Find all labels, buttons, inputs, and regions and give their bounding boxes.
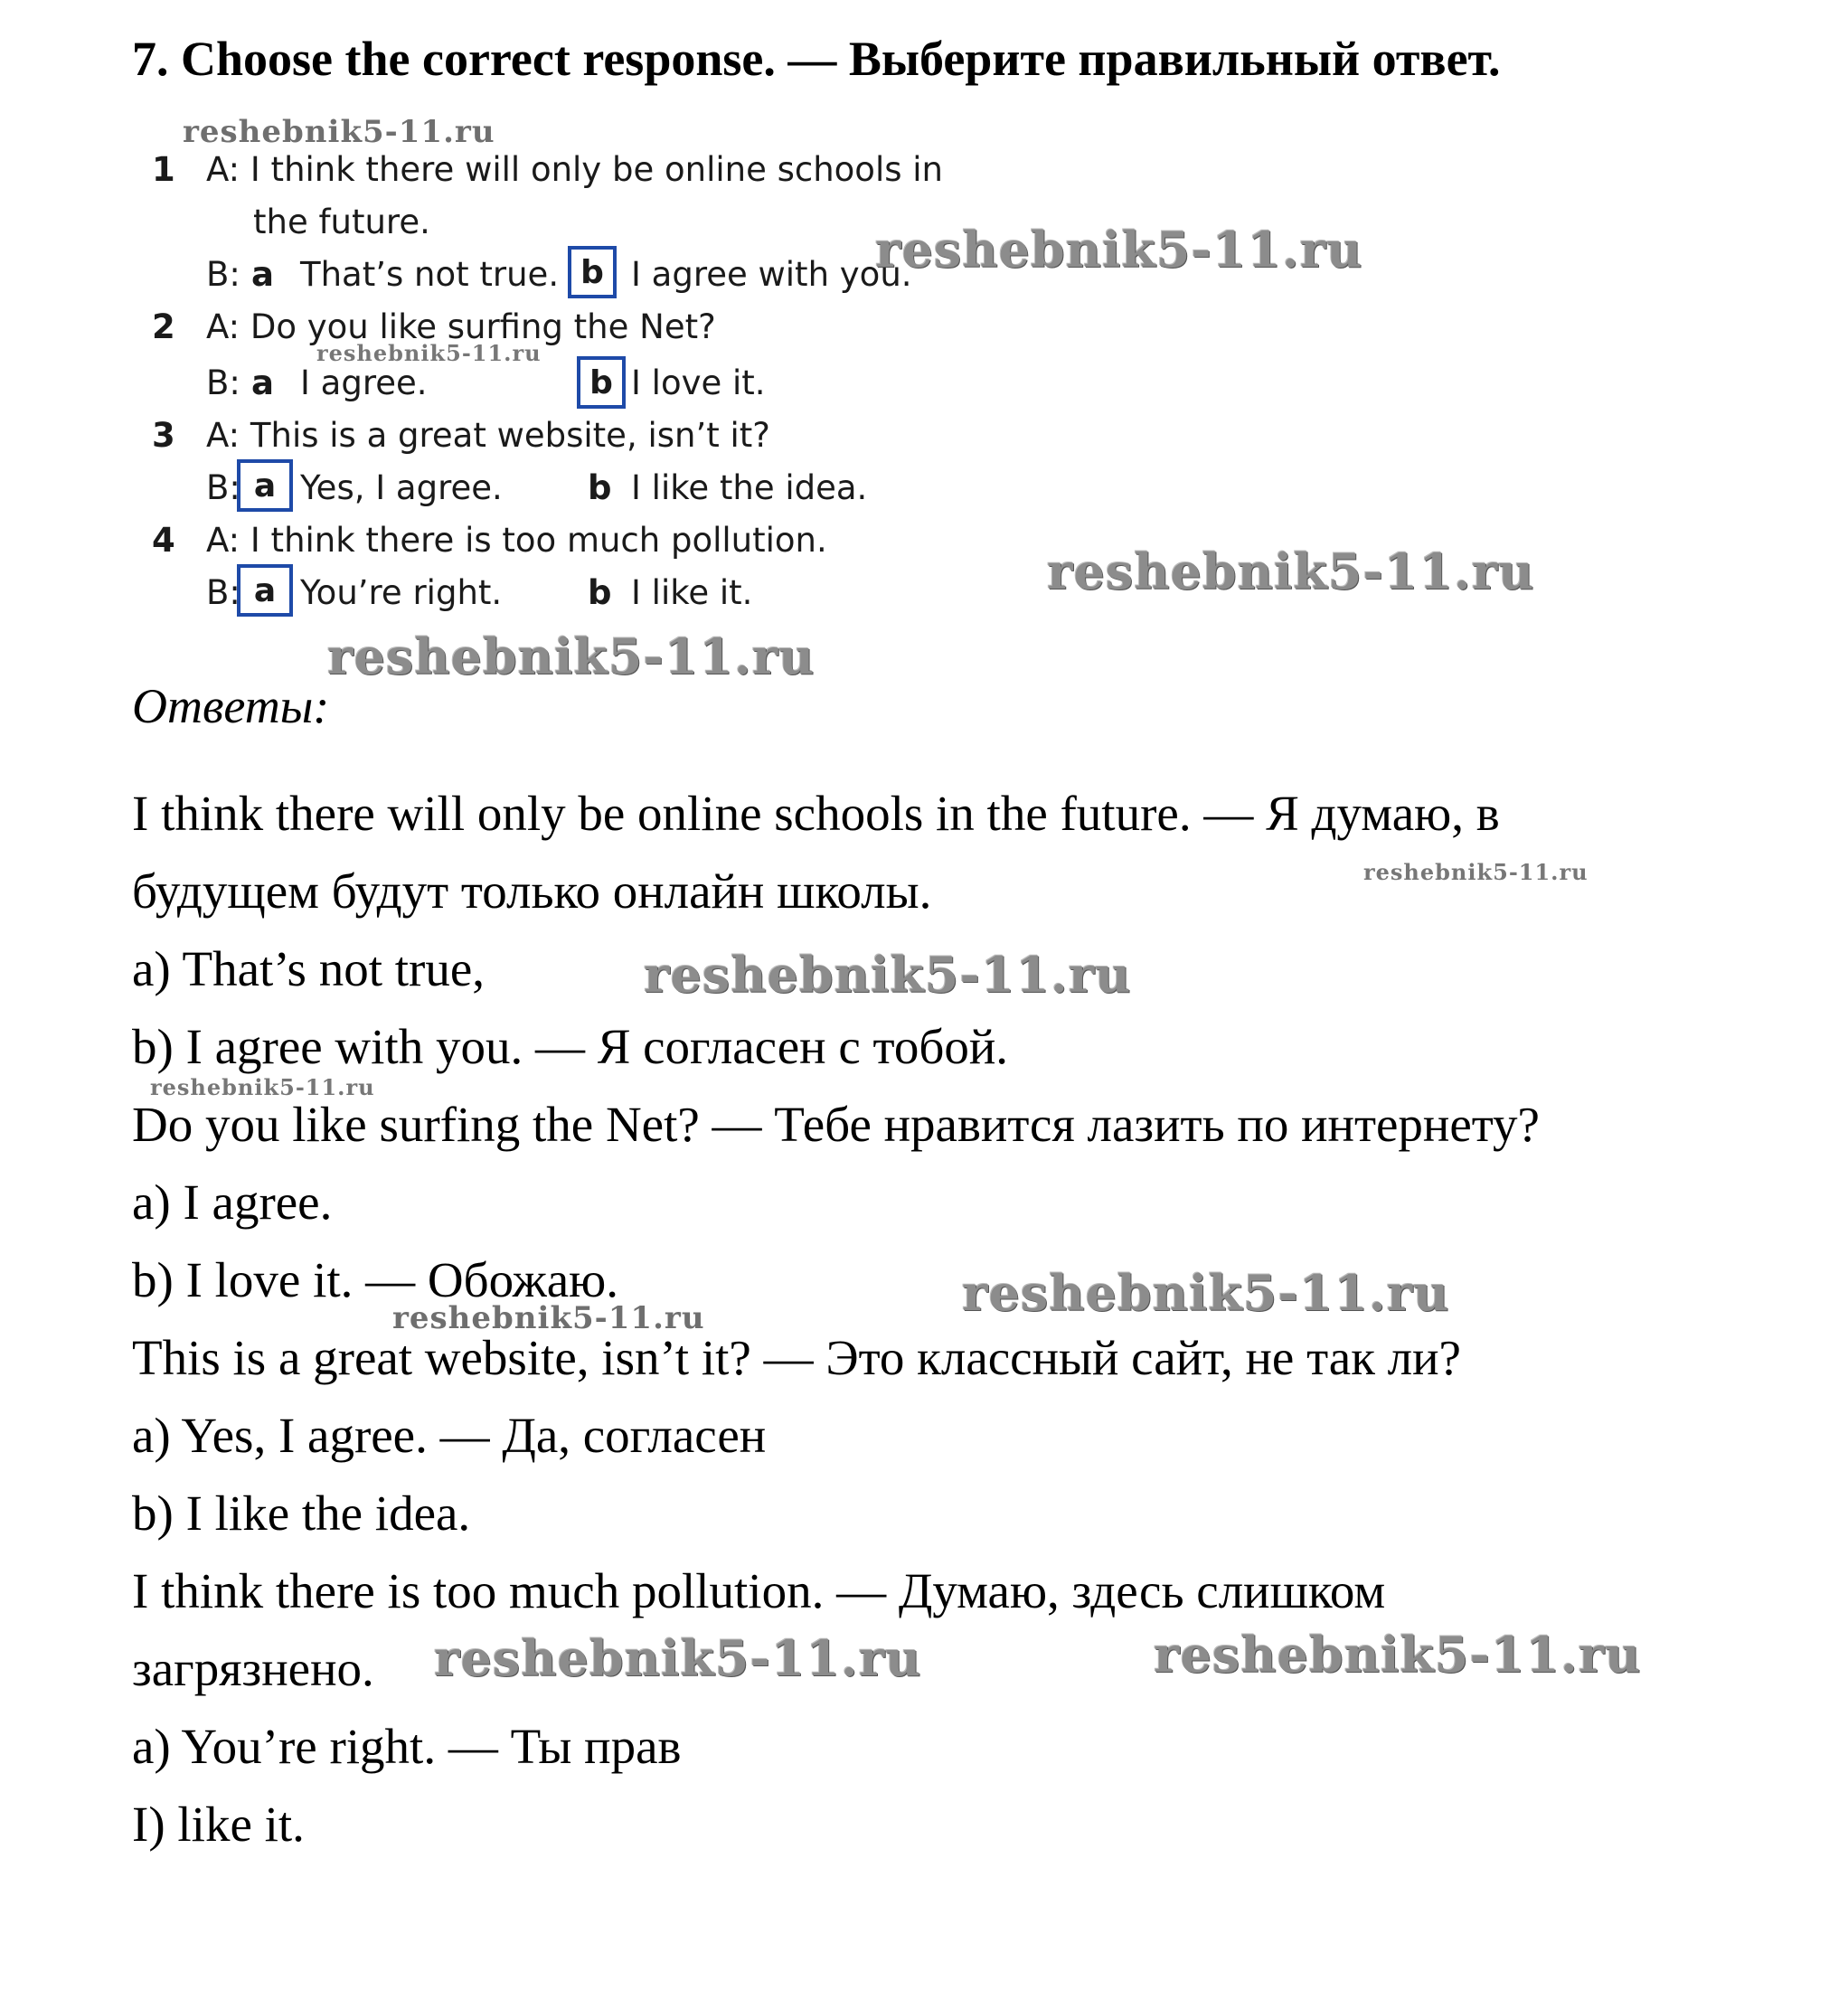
response-label: B: [206,363,240,402]
option-b-text: I like it. [631,573,753,612]
watermark: reshebnik5-11.ru [183,114,495,150]
selected-option-box: b [568,246,617,298]
item-question: A: I think there is too much pollution. [206,521,827,560]
selected-option-box: b [577,356,626,409]
watermark: reshebnik5-11.ru [150,1074,375,1100]
answers-heading: Ответы: [132,679,330,733]
answer-line: a) I agree. [132,1174,333,1230]
option-a-letter: a [251,255,274,294]
option-a-letter: a [251,363,274,402]
item-number: 2 [152,307,175,346]
answer-line: Do you like surfing the Net? — Тебе нравится лазить по интернету? [132,1097,1540,1152]
item-question-cont: the future. [253,203,430,241]
answer-line: I) like it. [132,1797,305,1852]
option-a-text: Yes, I agree. [300,468,503,507]
watermark: reshebnik5-11.ru [434,1629,922,1687]
selected-option-box: a [237,459,293,512]
watermark: reshebnik5-11.ru [1154,1626,1642,1684]
option-a-text: That’s not true. [300,255,560,294]
response-label: B: [206,573,240,612]
answer-line: This is a great website, isn’t it? — Это классный сайт, не так ли? [132,1330,1461,1385]
answer-line: a) That’s not true, [132,941,485,996]
answer-line: загрязнено. [132,1641,374,1696]
response-label: B: [206,468,240,507]
option-a-text: You’re right. [300,573,503,612]
option-b-text: I love it. [631,363,766,402]
answer-line: b) I love it. — Обожаю. [132,1252,618,1307]
item-question: A: Do you like surfing the Net? [206,307,716,346]
option-b-letter: b [588,573,612,612]
item-number: 3 [152,416,175,455]
item-question: A: This is a great website, isn’t it? [206,416,770,455]
watermark: reshebnik5-11.ru [644,946,1132,1004]
item-question: A: I think there will only be online schools in [206,150,943,189]
option-b-letter: b [588,468,612,507]
answer-line: I think there will only be online schools in the future. — Я думаю, в [132,786,1500,841]
page-title: 7. Choose the correct response. — Выберите правильный ответ. [132,32,1501,86]
exercise-block [136,114,949,642]
answer-line: будущем будут только онлайн школы. [132,863,932,919]
selected-option-box: a [237,564,293,617]
answer-line: b) I like the idea. [132,1486,471,1541]
watermark: reshebnik5-11.ru [392,1300,705,1336]
watermark: reshebnik5-11.ru [316,340,542,366]
answer-line: b) I agree with you. — Я согласен с тобой. [132,1019,1008,1074]
response-label: B: [206,255,240,294]
watermark: reshebnik5-11.ru [962,1264,1450,1322]
item-number: 4 [152,521,175,560]
option-b-text: I agree with you. [631,255,912,294]
watermark: reshebnik5-11.ru [1047,542,1535,600]
answer-line: a) You’re right. — Ты прав [132,1719,682,1774]
item-number: 1 [152,150,175,189]
watermark: reshebnik5-11.ru [875,221,1363,278]
watermark: reshebnik5-11.ru [1363,859,1589,885]
option-a-text: I agree. [300,363,428,402]
watermark: reshebnik5-11.ru [327,627,816,685]
option-b-text: I like the idea. [631,468,868,507]
answer-line: I think there is too much pollution. — Думаю, здесь слишком [132,1563,1386,1618]
answer-line: a) Yes, I agree. — Да, согласен [132,1408,767,1463]
